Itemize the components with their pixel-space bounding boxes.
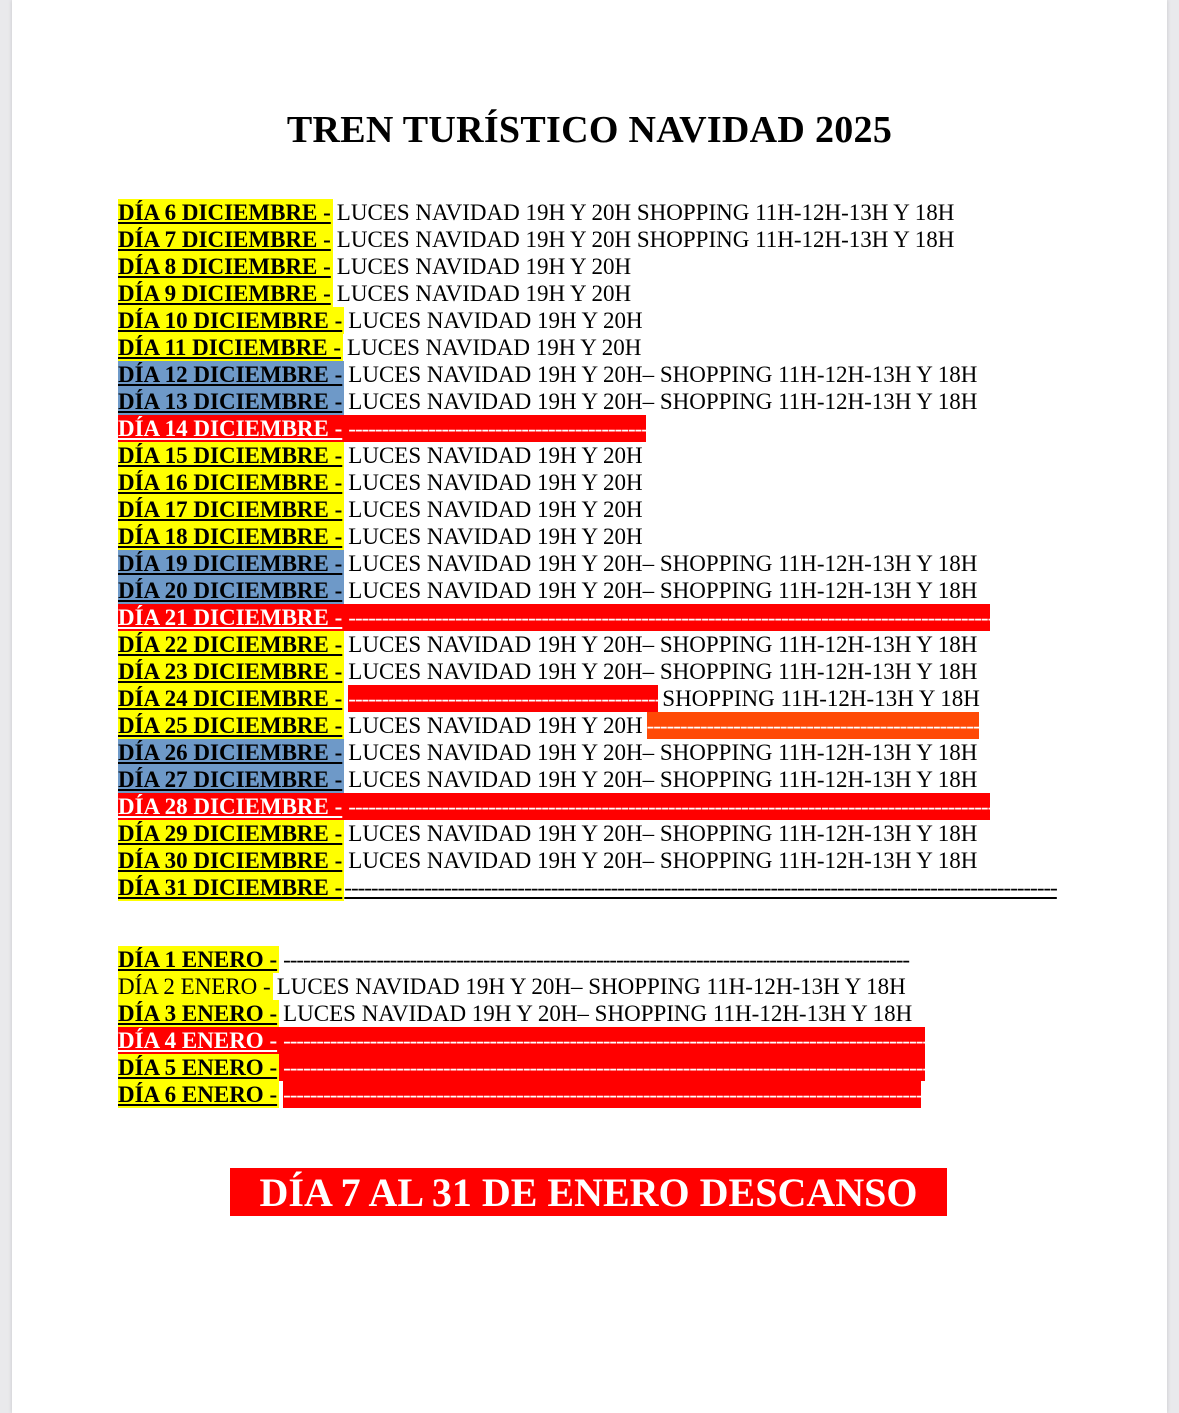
- schedule-row-dec-21: [118, 604, 1028, 631]
- day-schedule: LUCES NAVIDAD 19H Y 20H: [348, 713, 643, 738]
- day-schedule: LUCES NAVIDAD 19H Y 20H– SHOPPING 11H-12H-13H Y 18H: [348, 632, 978, 657]
- rest-period-banner: DÍA 7 AL 31 DE ENERO DESCANSO: [230, 1168, 947, 1216]
- schedule-row-dec-26: [118, 739, 1018, 766]
- schedule-row-jan-6: [118, 1081, 1018, 1108]
- day-label: DÍA 5 ENERO -: [118, 1055, 278, 1080]
- day-label: DÍA 10 DICIEMBRE -: [118, 308, 343, 333]
- day-label: DÍA 26 DICIEMBRE -: [118, 740, 343, 765]
- schedule-row-dec-13: [118, 388, 1018, 415]
- closed-dashes: ------------------------------------------------------------------------------------------------------: [344, 604, 990, 631]
- day-schedule: LUCES NAVIDAD 19H Y 20H: [336, 254, 632, 279]
- schedule-row-dec-16: [118, 469, 1018, 496]
- schedule-row-jan-5: [118, 1054, 1018, 1081]
- day-label: DÍA 22 DICIEMBRE -: [118, 632, 343, 657]
- schedule-row-jan-1: [118, 946, 1018, 973]
- day-label: DÍA 11 DICIEMBRE -: [118, 335, 342, 360]
- day-schedule: LUCES NAVIDAD 19H Y 20H– SHOPPING 11H-12H-13H Y 18H: [348, 740, 978, 765]
- schedule-row-dec-12: [118, 361, 1018, 388]
- day-schedule: LUCES NAVIDAD 19H Y 20H– SHOPPING 11H-12H-13H Y 18H: [348, 659, 978, 684]
- day-label: DÍA 20 DICIEMBRE -: [118, 578, 343, 603]
- day-label: DÍA 6 DICIEMBRE -: [118, 200, 331, 225]
- day-schedule: LUCES NAVIDAD 19H Y 20H– SHOPPING 11H-12H-13H Y 18H: [283, 1001, 913, 1026]
- day-label: DÍA 14 DICIEMBRE -: [118, 416, 343, 441]
- day-label: DÍA 28 DICIEMBRE -: [118, 794, 343, 819]
- schedule-row-dec-15: [118, 442, 1018, 469]
- closed-dashes: -------------------------------------------------: [348, 686, 675, 711]
- schedule-row-dec-14: [118, 415, 1018, 442]
- closed-dashes: ---------------------------------------------------------------------------------------------------: [279, 1054, 925, 1081]
- day-schedule: LUCES NAVIDAD 19H Y 20H: [348, 524, 643, 549]
- schedule-list: [118, 199, 1057, 1108]
- day-schedule: LUCES NAVIDAD 19H Y 20H– SHOPPING 11H-12H-13H Y 18H: [348, 767, 978, 792]
- closed-dashes: -----------------------------------------------------------------------------------------------------------: [344, 875, 1057, 900]
- closed-dashes: ------------------------------------------------------------------------------------------------------: [344, 793, 990, 820]
- day-label: DÍA 31 DICIEMBRE -: [118, 875, 343, 900]
- schedule-row-dec-8: [118, 253, 1018, 280]
- day-schedule: SHOPPING 11H-12H-13H Y 18H: [662, 686, 980, 711]
- schedule-row-dec-9: [118, 280, 1018, 307]
- day-label: DÍA 25 DICIEMBRE -: [118, 713, 343, 738]
- schedule-row-dec-27: [118, 766, 1018, 793]
- day-label: DÍA 15 DICIEMBRE -: [118, 443, 343, 468]
- day-label: DÍA 17 DICIEMBRE -: [118, 497, 343, 522]
- month-separator: [118, 901, 1018, 946]
- day-schedule: LUCES NAVIDAD 19H Y 20H SHOPPING 11H-12H-13H Y 18H: [336, 200, 955, 225]
- day-label: DÍA 16 DICIEMBRE -: [118, 470, 343, 495]
- day-schedule: LUCES NAVIDAD 19H Y 20H: [348, 470, 643, 495]
- day-label: DÍA 24 DICIEMBRE -: [118, 686, 343, 711]
- day-label: DÍA 13 DICIEMBRE -: [118, 389, 343, 414]
- day-label: DÍA 4 ENERO -: [118, 1028, 278, 1053]
- schedule-row-jan-3: [118, 1000, 1018, 1027]
- schedule-row-dec-24: [118, 685, 1018, 712]
- closed-dashes: --------------------------------------------------------------------------------------------------: [283, 1082, 936, 1107]
- day-label: DÍA 1 ENERO -: [118, 947, 278, 972]
- day-schedule: LUCES NAVIDAD 19H Y 20H: [348, 497, 643, 522]
- day-schedule: LUCES NAVIDAD 19H Y 20H SHOPPING 11H-12H-13H Y 18H: [336, 227, 955, 252]
- closed-dashes: --------------------------------------------------------------------------------------------------: [279, 1027, 925, 1054]
- schedule-row-jan-2: [118, 973, 1018, 1000]
- day-schedule: LUCES NAVIDAD 19H Y 20H: [348, 443, 643, 468]
- schedule-row-dec-30: [118, 847, 1018, 874]
- day-schedule: LUCES NAVIDAD 19H Y 20H– SHOPPING 11H-12H-13H Y 18H: [276, 974, 906, 999]
- schedule-row-dec-19: [118, 550, 1018, 577]
- day-schedule: LUCES NAVIDAD 19H Y 20H: [347, 335, 642, 360]
- schedule-row-dec-10: [118, 307, 1018, 334]
- schedule-row-dec-20: [118, 577, 1018, 604]
- schedule-row-dec-31: [118, 874, 1057, 901]
- day-label: DÍA 23 DICIEMBRE -: [118, 659, 343, 684]
- day-label: DÍA 27 DICIEMBRE -: [118, 767, 343, 792]
- day-schedule: LUCES NAVIDAD 19H Y 20H– SHOPPING 11H-12H-13H Y 18H: [348, 848, 978, 873]
- day-label: DÍA 30 DICIEMBRE -: [118, 848, 343, 873]
- day-label: DÍA 6 ENERO -: [118, 1082, 278, 1107]
- closed-dashes: ------------------------------------------------------: [646, 713, 1007, 738]
- day-schedule: LUCES NAVIDAD 19H Y 20H: [336, 281, 632, 306]
- schedule-row-dec-25: [118, 712, 1018, 739]
- day-schedule: LUCES NAVIDAD 19H Y 20H– SHOPPING 11H-12H-13H Y 18H: [348, 551, 978, 576]
- day-label: DÍA 29 DICIEMBRE -: [118, 821, 343, 846]
- day-label: DÍA 8 DICIEMBRE -: [118, 254, 331, 279]
- schedule-row-dec-17: [118, 496, 1018, 523]
- day-label: DÍA 3 ENERO -: [118, 1001, 278, 1026]
- day-label: DÍA 2 ENERO -: [118, 974, 271, 999]
- page-title: TREN TURÍSTICO NAVIDAD 2025: [286, 109, 893, 151]
- day-label: DÍA 9 DICIEMBRE -: [118, 281, 331, 306]
- schedule-row-dec-29: [118, 820, 1018, 847]
- day-label: DÍA 21 DICIEMBRE -: [118, 605, 343, 630]
- day-schedule: LUCES NAVIDAD 19H Y 20H– SHOPPING 11H-12H-13H Y 18H: [348, 578, 978, 603]
- schedule-row-jan-4: [118, 1027, 1018, 1054]
- closed-dashes: ----------------------------------------------------------------------------------------------: [283, 947, 910, 972]
- schedule-row-dec-11: [118, 334, 1018, 361]
- day-schedule: LUCES NAVIDAD 19H Y 20H– SHOPPING 11H-12H-13H Y 18H: [348, 821, 978, 846]
- day-label: DÍA 12 DICIEMBRE -: [118, 362, 343, 387]
- day-schedule: LUCES NAVIDAD 19H Y 20H– SHOPPING 11H-12H-13H Y 18H: [348, 362, 978, 387]
- schedule-row-dec-22: [118, 631, 1018, 658]
- day-label: DÍA 7 DICIEMBRE -: [118, 227, 331, 252]
- day-schedule: LUCES NAVIDAD 19H Y 20H– SHOPPING 11H-12H-13H Y 18H: [348, 389, 978, 414]
- schedule-row-dec-6: [118, 199, 1018, 226]
- schedule-row-dec-23: [118, 658, 1018, 685]
- schedule-row-dec-28: [118, 793, 1028, 820]
- day-schedule: LUCES NAVIDAD 19H Y 20H: [348, 308, 643, 333]
- day-label: DÍA 19 DICIEMBRE -: [118, 551, 343, 576]
- closed-dashes: ------------------------------------------------: [344, 415, 646, 442]
- schedule-row-dec-18: [118, 523, 1018, 550]
- day-label: DÍA 18 DICIEMBRE -: [118, 524, 343, 549]
- schedule-row-dec-7: [118, 226, 1018, 253]
